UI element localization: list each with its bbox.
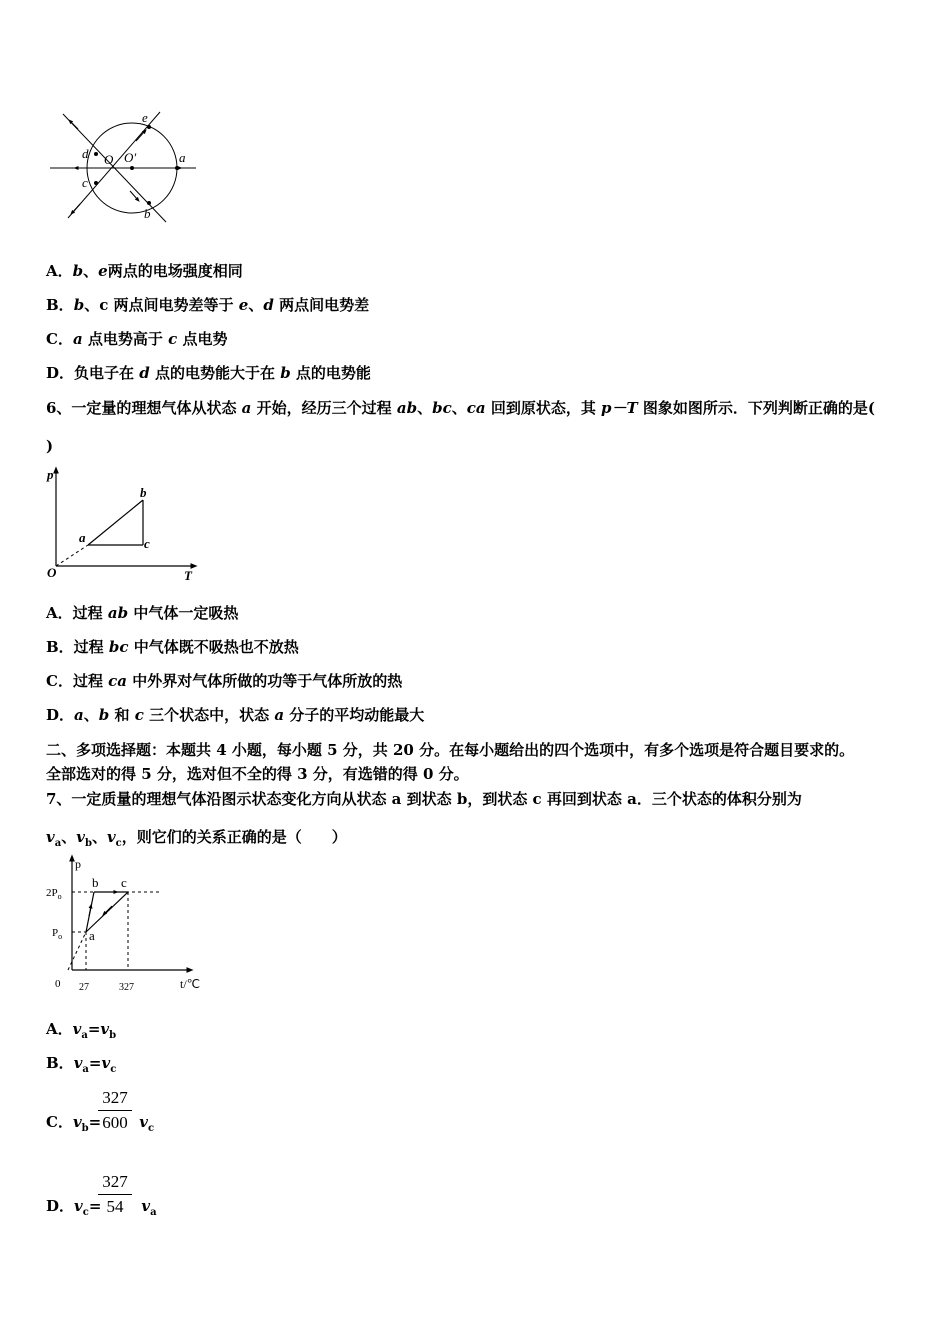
q6-stem-tail: ): [46, 437, 54, 455]
q5-label-e: e: [142, 110, 148, 125]
q7-option-c[interactable]: C．$v_b= v_c$: [46, 1113, 155, 1134]
section2-scoring: 全部选对的得 5 分，选对但不全的得 3 分，有选错的得 0 分。: [46, 765, 469, 783]
q7-option-c-denominator: 600: [102, 1113, 128, 1132]
q7-pt-graph: [44, 854, 210, 996]
q5-field-diagram: [48, 108, 200, 232]
q5-option-d[interactable]: D．负电子在 d 点的电势能大于在 b 点的电势能: [46, 364, 371, 382]
q7-axis-p: p: [75, 857, 81, 871]
q7-label-c: c: [121, 875, 127, 890]
q6-option-c[interactable]: C．过程 ca 中外界对气体所做的功等于气体所放的热: [46, 672, 403, 690]
q7-stem-2: $v_a$、$v_b$、$v_c$，则它们的关系正确的是（ ）: [46, 828, 347, 849]
q5-label-c: c: [82, 175, 88, 190]
q7-option-a[interactable]: A．$v_a=v_b$: [46, 1020, 117, 1041]
q6-option-a[interactable]: A．过程 ab 中气体一定吸热: [46, 604, 239, 622]
q7-tick-27: 27: [79, 982, 89, 993]
q7-label-b: b: [92, 875, 99, 890]
q6-label-b: b: [140, 485, 147, 500]
section2-heading: 二、多项选择题：本题共 4 小题，每小题 5 分，共 20 分。在每小题给出的四个选项中，有多个选项是符合题目要求的。: [46, 741, 855, 759]
q7-label-a: a: [89, 928, 95, 943]
q7-option-c-fraction: [98, 1088, 132, 1133]
q5-label-O-prime: O′: [124, 150, 137, 165]
q7-option-c-numerator: 327: [102, 1088, 128, 1107]
q7-option-d-fraction: [98, 1172, 132, 1217]
q7-option-d[interactable]: D．$v_c= v_a$: [46, 1197, 157, 1218]
q7-axis-t: t/℃: [180, 977, 201, 991]
q6-axis-p: p: [47, 467, 54, 482]
q6-stem: 6、一定量的理想气体从状态 a 开始，经历三个过程 ab、bc、ca 回到原状态，其 p－T 图象如图所示．下列判断正确的是(: [46, 399, 876, 417]
q5-option-b[interactable]: B．b、c 两点间电势差等于 e、d 两点间电势差: [46, 296, 370, 314]
q7-option-d-numerator: 327: [102, 1172, 128, 1191]
q6-label-c: c: [144, 536, 150, 551]
q7-tick-p0: $P_o$: [52, 927, 63, 941]
q6-label-a: a: [79, 530, 86, 545]
q5-option-c[interactable]: C．a 点电势高于 c 点电势: [46, 330, 228, 348]
q7-origin: 0: [55, 978, 61, 990]
q6-origin: O: [47, 565, 57, 580]
q7-option-d-denominator: 54: [106, 1197, 124, 1216]
q7-tick-2p0: $2P_o$: [46, 887, 62, 901]
q6-option-b[interactable]: B．过程 bc 中气体既不吸热也不放热: [46, 638, 299, 656]
q7-tick-327: 327: [119, 982, 134, 993]
q5-label-b: b: [144, 206, 151, 221]
q6-pT-graph: [44, 464, 200, 584]
q7-stem: 7、一定质量的理想气体沿图示状态变化方向从状态 a 到状态 b，到状态 c 再回到状态 a．三个状态的体积分别为: [46, 790, 802, 808]
q6-axis-T: T: [184, 568, 192, 583]
q5-label-a: a: [179, 150, 186, 165]
q5-option-a[interactable]: A．b、e两点的电场强度相同: [46, 262, 243, 280]
q5-label-d: d: [82, 146, 89, 161]
q6-option-d[interactable]: D．a、b 和 c 三个状态中，状态 a 分子的平均动能最大: [46, 706, 425, 724]
q5-label-O: O: [104, 152, 114, 167]
q7-option-b[interactable]: B．$v_a=v_c$: [46, 1054, 117, 1075]
